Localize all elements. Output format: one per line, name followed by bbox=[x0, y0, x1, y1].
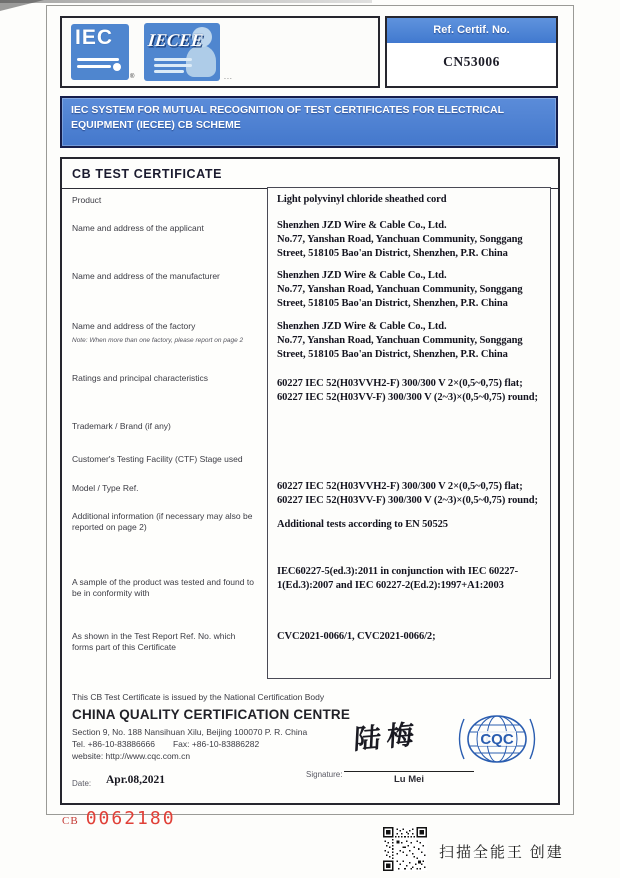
applicant-name: Shenzhen JZD Wire & Cable Co., Ltd. bbox=[277, 220, 447, 231]
signatory-name: Lu Mei bbox=[393, 774, 425, 785]
ctf-label: Customer's Testing Facility (CTF) Stage used bbox=[72, 454, 243, 464]
iec-logo-icon bbox=[71, 24, 129, 80]
iecee-logo-bar bbox=[154, 58, 192, 61]
iecee-logo-icon bbox=[144, 23, 220, 81]
test-report-label: As shown in the Test Report Ref. No. which forms part of this Certificate bbox=[72, 631, 236, 653]
applicant-label: Name and address of the applicant bbox=[72, 223, 204, 233]
scanner-app-text: 扫描全能王 创建 bbox=[439, 845, 564, 861]
iec-logo-dot bbox=[113, 63, 121, 71]
ref-certif-box bbox=[385, 16, 558, 88]
certificate-body bbox=[60, 157, 560, 805]
certificate-title: CB TEST CERTIFICATE bbox=[72, 167, 223, 181]
signature-handwriting: 陆梅 bbox=[353, 719, 421, 757]
cb-prefix: CB bbox=[62, 815, 79, 827]
iec-logo-bar bbox=[77, 58, 119, 61]
model-line1: 60227 IEC 52(H03VVH2-F) 300/300 V 2×(0,5~0,75) flat; bbox=[277, 481, 523, 492]
product-value: Light polyvinyl chloride sheathed cord bbox=[277, 194, 447, 205]
qr-code-icon bbox=[383, 826, 427, 877]
test-report-value: CVC2021-0066/1, CVC2021-0066/2; bbox=[277, 631, 436, 642]
conformity-value: IEC60227-5(ed.3):2011 in conjunction with IEC 60227-1(Ed.3):2007 and IEC 60227-2(Ed.2):1997+A1:2003 bbox=[277, 566, 518, 591]
ratings-line1: 60227 IEC 52(H03VVH2-F) 300/300 V 2×(0,5~0,75) flat; bbox=[277, 378, 523, 389]
ratings-label: Ratings and principal characteristics bbox=[72, 373, 209, 383]
signature-line bbox=[344, 771, 474, 772]
trademark-mark: ... bbox=[224, 74, 233, 81]
model-line2: 60227 IEC 52(H03VV-F) 300/300 V (2~3)×(0,5~0,75) round; bbox=[277, 495, 538, 506]
additional-info-value: Additional tests according to EN 50525 bbox=[277, 519, 448, 530]
iecee-logo-bar bbox=[154, 64, 192, 67]
scheme-banner: IEC SYSTEM FOR MUTUAL RECOGNITION OF TEST CERTIFICATES FOR ELECTRICAL EQUIPMENT (IECEE) CB SCHEME bbox=[60, 96, 558, 148]
cqc-logo-icon bbox=[454, 711, 540, 774]
organization-website: website: http://www.cqc.com.cn bbox=[72, 751, 191, 761]
cb-serial-stamp bbox=[62, 808, 176, 829]
iec-logo-bar bbox=[77, 65, 111, 68]
date-label: Date: bbox=[72, 779, 92, 788]
applicant-address: No.77, Yanshan Road, Yanchuan Community, Songgang Street, 518105 Bao'an District, Shenzhen, P.R. China bbox=[277, 234, 523, 259]
signature-label: Signature: bbox=[306, 770, 343, 779]
registered-mark: ® bbox=[130, 74, 135, 80]
factory-address: No.77, Yanshan Road, Yanchuan Community, Songgang Street, 518105 Bao'an District, Shenzhen, P.R. China bbox=[277, 335, 523, 360]
factory-name: Shenzhen JZD Wire & Cable Co., Ltd. bbox=[277, 321, 447, 332]
scanner-watermark bbox=[383, 826, 564, 877]
organization-contact bbox=[72, 739, 259, 749]
trademark-label: Trademark / Brand (if any) bbox=[72, 421, 171, 431]
manufacturer-label: Name and address of the manufacturer bbox=[72, 271, 220, 281]
iecee-logo-bar bbox=[154, 70, 184, 73]
iecee-logo-text: IECEE bbox=[147, 30, 205, 50]
manufacturer-address: No.77, Yanshan Road, Yanchuan Community, Songgang Street, 518105 Bao'an District, Shenzhen, P.R. China bbox=[277, 284, 523, 309]
conformity-label: A sample of the product was tested and found to be in conformity with bbox=[72, 577, 254, 599]
cb-number: 0062180 bbox=[85, 808, 176, 829]
values-box bbox=[267, 187, 551, 679]
product-label: Product bbox=[72, 195, 102, 205]
manufacturer-name: Shenzhen JZD Wire & Cable Co., Ltd. bbox=[277, 270, 447, 281]
ref-certif-label: Ref. Certif. No. bbox=[387, 18, 556, 43]
ratings-line2: 60227 IEC 52(H03VV-F) 300/300 V (2~3)×(0,5~0,75) round; bbox=[277, 392, 538, 403]
organization-address: Section 9, No. 188 Nansihuan Xilu, Beijing 100070 P. R. China bbox=[72, 727, 308, 737]
model-label: Model / Type Ref. bbox=[72, 483, 139, 493]
ref-certif-value: CN53006 bbox=[443, 54, 500, 69]
scan-artifact-edge bbox=[0, 0, 372, 3]
factory-note: Note: When more than one factory, please report on page 2 bbox=[72, 337, 244, 344]
fax-text: Fax: +86-10-83886282 bbox=[172, 739, 260, 749]
tel-text: Tel. +86-10-83886666 bbox=[72, 739, 155, 749]
iec-logo-text: IEC bbox=[75, 26, 114, 49]
additional-info-label: Additional information (if necessary may also be reported on page 2) bbox=[72, 511, 253, 533]
logos-box bbox=[60, 16, 380, 88]
date-value: Apr.08,2021 bbox=[106, 774, 165, 786]
cqc-logo-text: CQC bbox=[480, 731, 514, 748]
factory-label: Name and address of the factory bbox=[72, 321, 196, 331]
organization-name: CHINA QUALITY CERTIFICATION CENTRE bbox=[72, 707, 351, 722]
issued-by-text: This CB Test Certificate is issued by the National Certification Body bbox=[72, 692, 325, 702]
